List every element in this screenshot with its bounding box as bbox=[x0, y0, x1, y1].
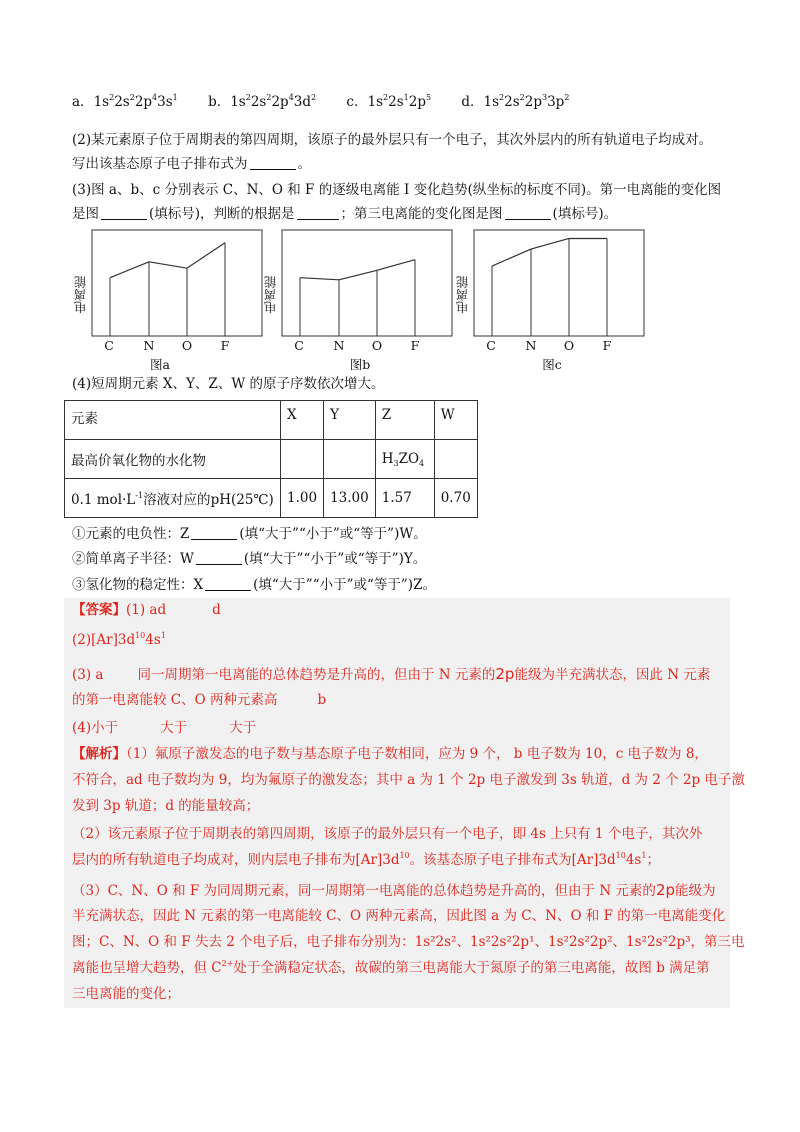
answer-line2: $(2)[Ar]3d^{10}4s^1$ bbox=[72, 631, 166, 648]
table-cell bbox=[434, 440, 477, 479]
table-cell: 最高价氧化物的水化物 bbox=[65, 440, 281, 479]
table-cell: 13.00 bbox=[324, 479, 376, 518]
table-cell bbox=[281, 440, 324, 479]
q4-blank-3[interactable] bbox=[205, 576, 251, 591]
chart-b-tick-c: C bbox=[294, 338, 304, 353]
q3-line1: (3)图 a、b、c 分别表示 C、N、O 和 F 的逐级电离能 I 变化趋势(纵坐标的标度不同)。第一电离能的变化图 bbox=[72, 182, 722, 198]
chart-a-tick-f: F bbox=[220, 338, 230, 353]
table-cell: 1.57 bbox=[375, 479, 434, 518]
chart-a-ylabel: 电离能 bbox=[73, 276, 88, 314]
chart-b-tick-o: O bbox=[371, 338, 383, 353]
table-cell: 0.70 bbox=[434, 479, 477, 518]
table-cell: X bbox=[281, 401, 324, 440]
analysis-p3-line5: 三电离能的变化； bbox=[72, 986, 180, 1002]
table-row bbox=[65, 401, 478, 440]
chart-b-tick-f: F bbox=[410, 338, 420, 353]
chart-a-caption: 图a bbox=[150, 357, 170, 372]
answer-line4: 的第一电离能较 C、O 两种元素高 b bbox=[72, 692, 327, 708]
analysis-p1-line1: 【解析】（1）氟原子激发态的电子数与基态原子电子数相同，应为 9 个， b 电子数为 10，c 电子数为 8， bbox=[72, 746, 708, 762]
chart-b-caption: 图b bbox=[349, 357, 371, 372]
q3-blank-3[interactable] bbox=[505, 205, 551, 220]
table-cell: Y bbox=[324, 401, 376, 440]
q4-sub1: ①元素的电负性：Z (填“大于”“小于”或“等于”)W。 bbox=[72, 526, 427, 542]
analysis-p3-line2: 半充满状态，因此 N 元素的第一电离能较 C、O 两种元素高，因此图 a 为 C、N、O 和 F 的第一电离能变化 bbox=[72, 908, 726, 924]
trend-segment bbox=[187, 243, 225, 268]
chart-b bbox=[262, 228, 458, 372]
chart-c-tick-o: O bbox=[563, 338, 575, 353]
table-cell: $H_3ZO_4$ bbox=[375, 440, 434, 479]
analysis-p3-line1: （3）C、N、O 和 F 为同周期元素，同一周期第一电离能的总体趋势是升高的，但由于 N 元素的2p能级为 bbox=[72, 881, 716, 899]
q2-blank[interactable] bbox=[250, 155, 296, 170]
table-cell: 0.1 $mol\cdot L^{-1}$溶液对应的pH(25℃) bbox=[65, 479, 281, 518]
chart-c-caption: 图c bbox=[542, 357, 562, 372]
q4-intro: (4)短周期元素 X、Y、Z、W 的原子序数依次增大。 bbox=[72, 376, 385, 392]
analysis-p2-line2: 层内的所有轨道电子均成对，则内层电子排布为$[Ar]3d^{10}$。该基态原子电子排布式为$[Ar]3d^{10}4s^1$； bbox=[72, 851, 660, 868]
table-cell: 1.00 bbox=[281, 479, 324, 518]
trend-segment bbox=[339, 270, 377, 280]
analysis-p3-line4: 离能也呈增大趋势，但 $C^{2+}$处于全满稳定状态，故碳的第三电离能大于氮原子的第三电离能，故图 b 满足第 bbox=[72, 959, 710, 976]
chart-b-tick-n: N bbox=[333, 338, 345, 353]
answer-line3: (3) a 同一周期第一电离能的总体趋势是升高的，但由于 N 元素的2p能级为半充满状态，因此 N 元素 bbox=[72, 665, 711, 683]
option-a: a．$1s^22s^22p^43s^1$ bbox=[72, 93, 178, 110]
chart-c-tick-f: F bbox=[602, 338, 612, 353]
trend-segment bbox=[492, 249, 531, 266]
plot-frame bbox=[474, 230, 644, 336]
chart-a-tick-o: O bbox=[181, 338, 193, 353]
q3-blank-1[interactable] bbox=[101, 205, 147, 220]
chart-a bbox=[72, 228, 268, 372]
chart-c-tick-n: N bbox=[525, 338, 537, 353]
chart-a-tick-n: N bbox=[143, 338, 155, 353]
trend-segment bbox=[531, 238, 569, 249]
chart-a-tick-c: C bbox=[104, 338, 114, 353]
table-row bbox=[65, 479, 478, 518]
plot-frame bbox=[282, 230, 452, 336]
option-b: b．$1s^22s^22p^43d^2$ bbox=[208, 93, 317, 110]
options-line bbox=[72, 92, 595, 112]
q4-blank-1[interactable] bbox=[191, 525, 237, 540]
q3-line2: 是图 (填标号)，判断的根据是 ；第三电离能的变化图是图 (填标号)。 bbox=[72, 206, 618, 222]
answer-line5: (4)小于 大于 大于 bbox=[72, 720, 257, 736]
option-c: c．$1s^22s^12p^5$ bbox=[346, 93, 432, 110]
table-row bbox=[65, 440, 478, 479]
table-cell: W bbox=[434, 401, 477, 440]
chart-c-ylabel: 电离能 bbox=[455, 276, 470, 314]
chart-b-ylabel: 电离能 bbox=[263, 276, 278, 314]
option-d: d．$1s^22s^22p^33p^2$ bbox=[461, 93, 570, 110]
q4-sub2: ②简单离子半径：W (填“大于”“小于”或“等于”)Y。 bbox=[72, 551, 427, 567]
analysis-p3-line3: 图；C、N、O 和 F 失去 2 个电子后，电子排布分别为：1s²2s²、1s²2s²2p¹、1s²2s²2p²、1s²2s²2p³，第三电 bbox=[72, 934, 745, 950]
chart-c bbox=[454, 228, 650, 372]
analysis-p1-line3: 发到 3p 轨道；d 的能量较高； bbox=[72, 798, 260, 814]
q3-blank-2[interactable] bbox=[297, 205, 339, 220]
table-cell: 元素 bbox=[65, 401, 281, 440]
q2-line1: (2)某元素原子位于周期表的第四周期，该原子的最外层只有一个电子，其次外层内的所有轨道电子均成对。 bbox=[72, 132, 713, 148]
table-cell: Z bbox=[375, 401, 434, 440]
answer-line1: 【答案】(1) ad d bbox=[72, 602, 221, 618]
trend-segment bbox=[300, 278, 339, 280]
analysis-p1-line2: 不符合，ad 电子数均为 9，均为氟原子的激发态；其中 a 为 1 个 2p 电子激发到 3s 轨道，d 为 2 个 2p 电子激 bbox=[72, 772, 745, 788]
q2-line2: 写出该基态原子电子排布式为 。 bbox=[72, 156, 311, 172]
q4-sub3: ③氢化物的稳定性：X (填“大于”“小于”或“等于”)Z。 bbox=[72, 577, 436, 593]
q4-blank-2[interactable] bbox=[196, 550, 242, 565]
trend-segment bbox=[110, 262, 149, 278]
table-cell bbox=[324, 440, 376, 479]
trend-segment bbox=[377, 260, 415, 271]
chart-c-tick-c: C bbox=[486, 338, 496, 353]
trend-segment bbox=[149, 262, 187, 268]
plot-frame bbox=[92, 230, 262, 336]
element-table bbox=[64, 400, 478, 518]
analysis-p2-line1: （2）该元素原子位于周期表的第四周期，该原子的最外层只有一个电子，即 4s 上只有 1 个电子，其次外 bbox=[72, 826, 703, 842]
